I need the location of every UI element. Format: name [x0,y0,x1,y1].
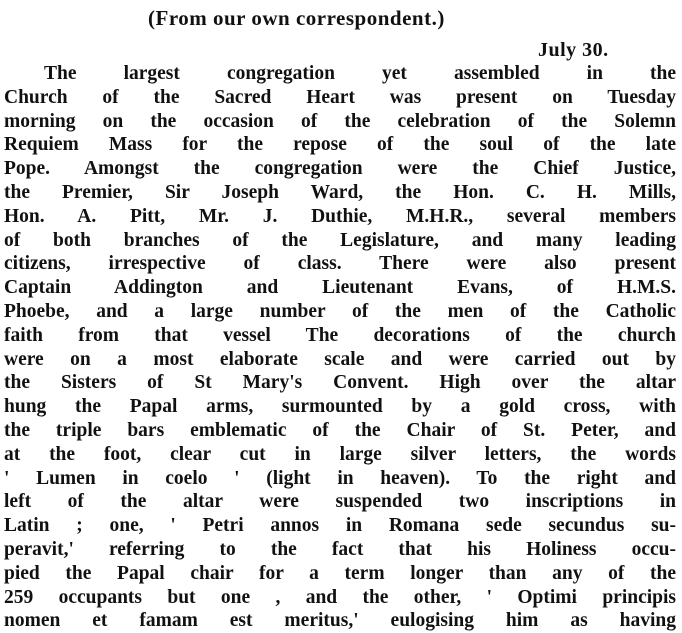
article-line: at the foot, clear cut in large silver letters, the words [4,443,676,465]
article-line: Pope. Amongst the congregation were the Chief Justice, [4,158,676,180]
article-line: peravit,' referring to the fact that his Holiness occu- [4,538,676,560]
article-line: faith from that vessel The decorations of the church [4,324,676,346]
correspondent-heading: (From our own correspondent.) [148,6,445,30]
article-line: were on a most elaborate scale and were carried out by [4,348,676,370]
article-line: Captain Addington and Lieutenant Evans, of H.M.S. [4,277,676,299]
article-line: Phoebe, and a large number of the men of the Catholic [4,300,676,322]
dateline: July 30. [538,39,609,61]
article-line: of both branches of the Legislature, and many leading [4,229,676,251]
article-body [4,62,676,633]
article-line: the triple bars emblematic of the Chair of St. Peter, and [4,419,676,441]
article-line: Requiem Mass for the repose of the soul of the late [4,134,676,156]
article-line: the Sisters of St Mary's Convent. High over the altar [4,372,676,394]
article-line: the Premier, Sir Joseph Ward, the Hon. C. H. Mills, [4,181,676,203]
article-line: morning on the occasion of the celebration of the Solemn [4,110,676,132]
article-line: ' Lumen in coelo ' (light in heaven). To the right and [4,467,676,489]
article-line: 259 occupants but one , and the other, ' Optimi principis [4,586,676,608]
article-line: pied the Papal chair for a term longer than any of the [4,562,676,584]
article-line: Hon. A. Pitt, Mr. J. Duthie, M.H.R., several members [4,205,676,227]
article-line: Church of the Sacred Heart was present on Tuesday [4,86,676,108]
article-line: hung the Papal arms, surmounted by a gold cross, with [4,396,676,418]
article-line: citizens, irrespective of class. There were also present [4,253,676,275]
article-line: Latin ; one, ' Petri annos in Romana sede secundus su- [4,515,676,537]
article-line: The largest congregation yet assembled in the [44,63,676,84]
article-line: left of the altar were suspended two inscriptions in [4,491,676,513]
article-line: nomen et famam est meritus,' eulogising him as having [4,610,676,632]
